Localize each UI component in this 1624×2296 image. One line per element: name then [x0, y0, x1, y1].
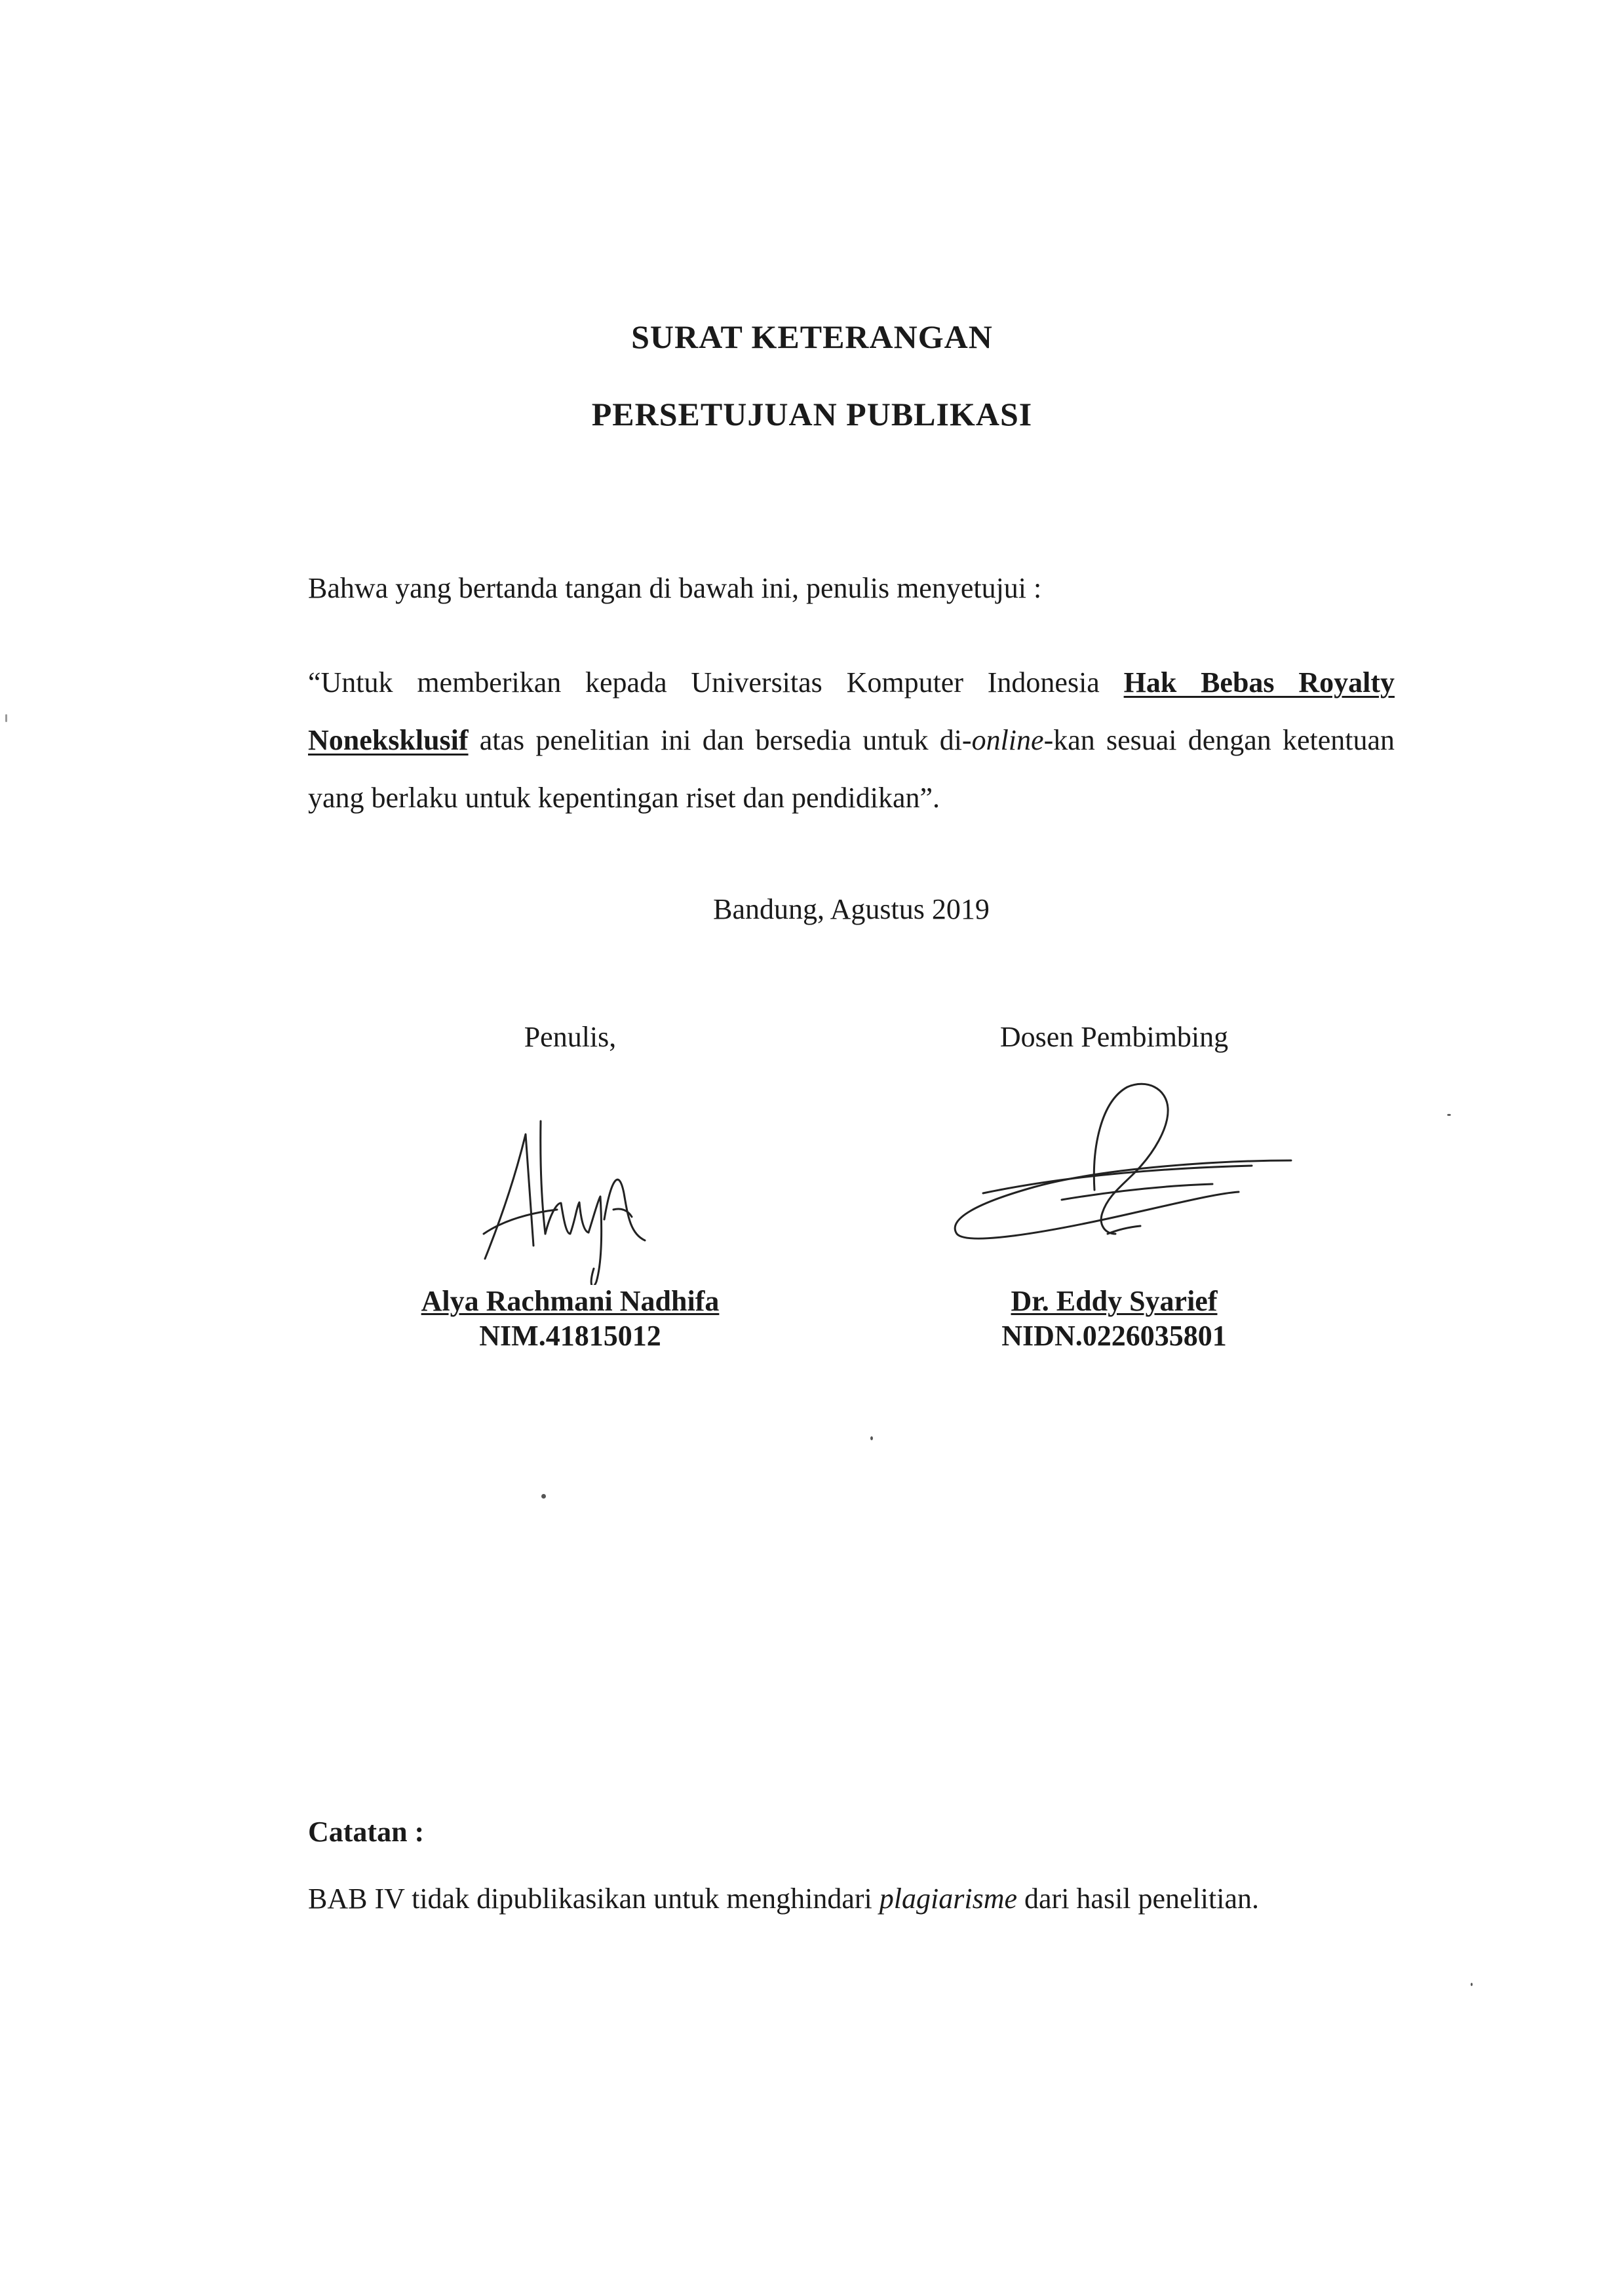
supervisor-signature-block	[911, 1012, 1317, 1354]
author-signature-drawing	[367, 1062, 773, 1285]
note-text	[308, 1874, 1259, 1924]
author-signature	[367, 1062, 773, 1285]
note-part-2: dari hasil penelitian.	[1017, 1883, 1260, 1915]
author-nim: NIM.41815012	[479, 1320, 661, 1352]
scan-speck	[870, 1436, 873, 1440]
scan-speck	[541, 1494, 546, 1499]
title-line-2: PERSETUJUAN PUBLIKASI	[591, 396, 1033, 432]
note-label: Catatan :	[308, 1816, 425, 1848]
note-part-1: BAB IV tidak dipublikasikan untuk menghindari	[308, 1883, 880, 1915]
author-signature-block	[367, 1012, 773, 1354]
supervisor-name: Dr. Eddy Syarief	[1011, 1285, 1218, 1317]
statement-paragraph	[308, 654, 1395, 827]
scan-speck	[1447, 1114, 1451, 1116]
author-role: Penulis,	[524, 1021, 617, 1053]
supervisor-nidn: NIDN.0226035801	[1001, 1320, 1227, 1352]
supervisor-role: Dosen Pembimbing	[999, 1021, 1229, 1053]
statement-part-2: atas penelitian ini dan bersedia untuk di-	[468, 724, 972, 756]
author-name: Alya Rachmani Nadhifa	[421, 1285, 720, 1317]
supervisor-signature-drawing	[911, 1062, 1317, 1285]
title-line-1: SURAT KETERANGAN	[631, 318, 993, 355]
document-title	[0, 298, 1624, 453]
statement-italic: online	[971, 724, 1044, 756]
intro-paragraph: Bahwa yang bertanda tangan di bawah ini, penulis menyetujui :	[308, 572, 1042, 604]
note-italic: plagiarisme	[879, 1883, 1018, 1915]
scan-speck	[1471, 1983, 1473, 1986]
scan-speck	[5, 714, 7, 722]
place-date: Bandung, Agustus 2019	[713, 893, 990, 925]
statement-part-3: -kan sesuai dengan ketentuan yang berlaku untuk kepentingan riset dan pendidikan”.	[308, 724, 1395, 814]
supervisor-signature	[911, 1062, 1317, 1285]
statement-highlight: Hak Bebas Royalty Noneksklusif	[308, 666, 1395, 756]
statement-part-1: “Untuk memberikan kepada Universitas Komputer Indonesia	[308, 666, 1124, 698]
